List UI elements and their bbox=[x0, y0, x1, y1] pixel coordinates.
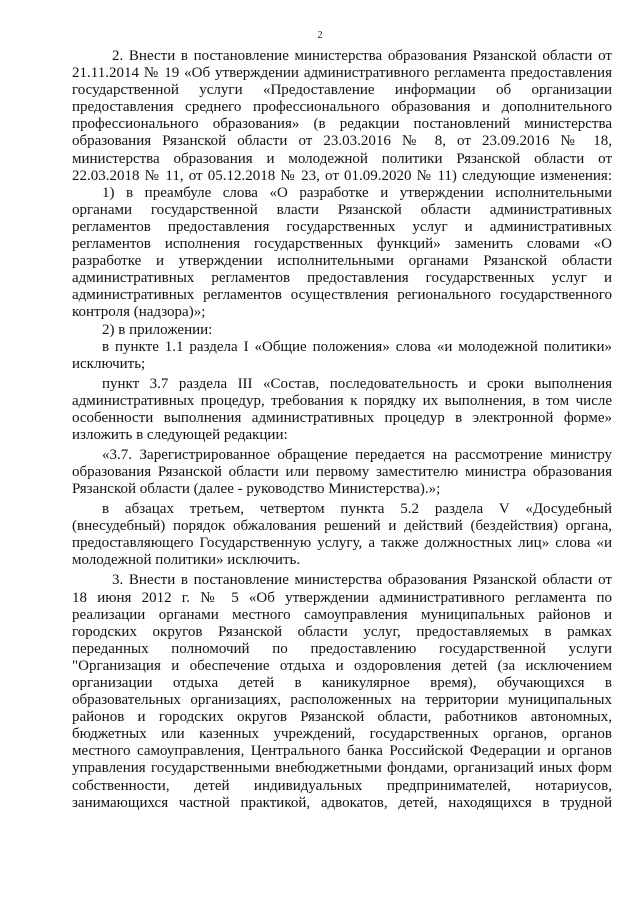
text-line: собственности, детей индивидуальных предпринимателей, нотариусов, bbox=[72, 777, 612, 794]
text-line: бюджетных или казенных учреждений, государственных органов, органов bbox=[72, 726, 612, 743]
text-line: административных регламентов осуществления регионального государственного bbox=[72, 287, 612, 304]
text-line: образования Рязанской области или первому заместителю министра образования bbox=[72, 464, 612, 481]
text-line: реализации органами местного самоуправления муниципальных районов и bbox=[72, 606, 612, 623]
text-line: в пункте 1.1 раздела I «Общие положения» слова «и молодежной политики» bbox=[102, 338, 612, 355]
text-line: 3. Внести в постановление министерства образования Рязанской области от bbox=[112, 572, 612, 589]
text-line: переданных полномочий по предоставлению государственной услуги bbox=[72, 640, 612, 657]
text-line: 1) в преамбуле слова «О разработке и утверждении исполнительными bbox=[102, 184, 612, 201]
text-line: молодежной политики» исключить. bbox=[72, 552, 301, 569]
text-line: управления государственными внебюджетными фондами, организаций иных форм bbox=[72, 760, 612, 777]
text-line: (внесудебный) порядок обжалования решений и действий (бездействия) органа, bbox=[72, 518, 612, 535]
text-line: 18 июня 2012 г. № 5 «Об утверждении административного регламента по bbox=[72, 589, 612, 606]
text-line: министерства образования и молодежной политики Рязанской области от bbox=[72, 150, 612, 167]
text-line: регламентов исполнения государственных функций» заменить словами «О bbox=[72, 236, 612, 253]
text-line: профессионального образования» (в редакции постановлений министерства bbox=[72, 116, 612, 133]
text-line: административных регламентов предоставления государственных услуг и bbox=[72, 270, 612, 287]
page-number: 2 bbox=[317, 30, 323, 41]
text-line: 2) в приложении: bbox=[102, 321, 213, 338]
text-line: исключить; bbox=[72, 355, 146, 372]
text-line: организации отдыха детей в каникулярное время), обучающихся в bbox=[72, 675, 612, 691]
document-body bbox=[72, 48, 612, 812]
text-line: государственной услуги «Предоставление информации об организации bbox=[72, 82, 612, 99]
text-line: «3.7. Зарегистрированное обращение передается на рассмотрение министру bbox=[102, 446, 612, 463]
text-line: 2. Внести в постановление министерства образования Рязанской области от bbox=[112, 48, 612, 64]
text-line: административных процедур, требования к порядку их выполнения, в том числе bbox=[72, 392, 612, 409]
text-line: занимающихся частной практикой, адвокатов, детей, находящихся в трудной bbox=[72, 794, 612, 811]
text-line: районов и городских округов Рязанской области, работников автономных, bbox=[72, 709, 612, 726]
text-line: регламентов предоставления государственных услуг и административных bbox=[72, 218, 612, 235]
text-line: Рязанской области (далее - руководство Министерства).»; bbox=[72, 481, 441, 498]
text-line: местного самоуправления, Центрального банка Российской Федерации и органов bbox=[72, 743, 612, 760]
text-line: изложить в следующей редакции: bbox=[72, 426, 288, 443]
text-line: в абзацах третьем, четвертом пункта 5.2 раздела V «Досудебный bbox=[102, 501, 612, 518]
text-line: разработке и утверждении исполнительными органами Рязанской области bbox=[72, 253, 612, 270]
text-line: образовательных организациях, расположенных на территории муниципальных bbox=[72, 692, 612, 709]
text-line: особенности выполнения административных процедур в электронной форме» bbox=[72, 409, 612, 426]
text-line: образования Рязанской области от 23.03.2016 № 8, от 23.09.2016 № 18, bbox=[72, 133, 612, 150]
text-line: пункт 3.7 раздела III «Состав, последовательность и сроки выполнения bbox=[102, 375, 612, 392]
text-line: "Организация и обеспечение отдыха и оздоровления детей (за исключением bbox=[72, 657, 612, 674]
text-line: предоставляющего Государственную услугу, а также должностных лиц» слова «и bbox=[72, 535, 612, 552]
text-line: органами государственной власти Рязанской области административных bbox=[72, 201, 612, 218]
text-line: 21.11.2014 № 19 «Об утверждении административного регламента предоставления bbox=[72, 65, 612, 82]
text-line: контроля (надзора)»; bbox=[72, 304, 206, 321]
text-line: предоставления среднего профессионального образования и дополнительного bbox=[72, 99, 612, 116]
text-line: городских округов Рязанской области услуг, предоставляемых в рамках bbox=[72, 623, 612, 640]
text-line: 22.03.2018 № 11, от 05.12.2018 № 23, от 01.09.2020 № 11) следующие изменения: bbox=[72, 167, 612, 184]
